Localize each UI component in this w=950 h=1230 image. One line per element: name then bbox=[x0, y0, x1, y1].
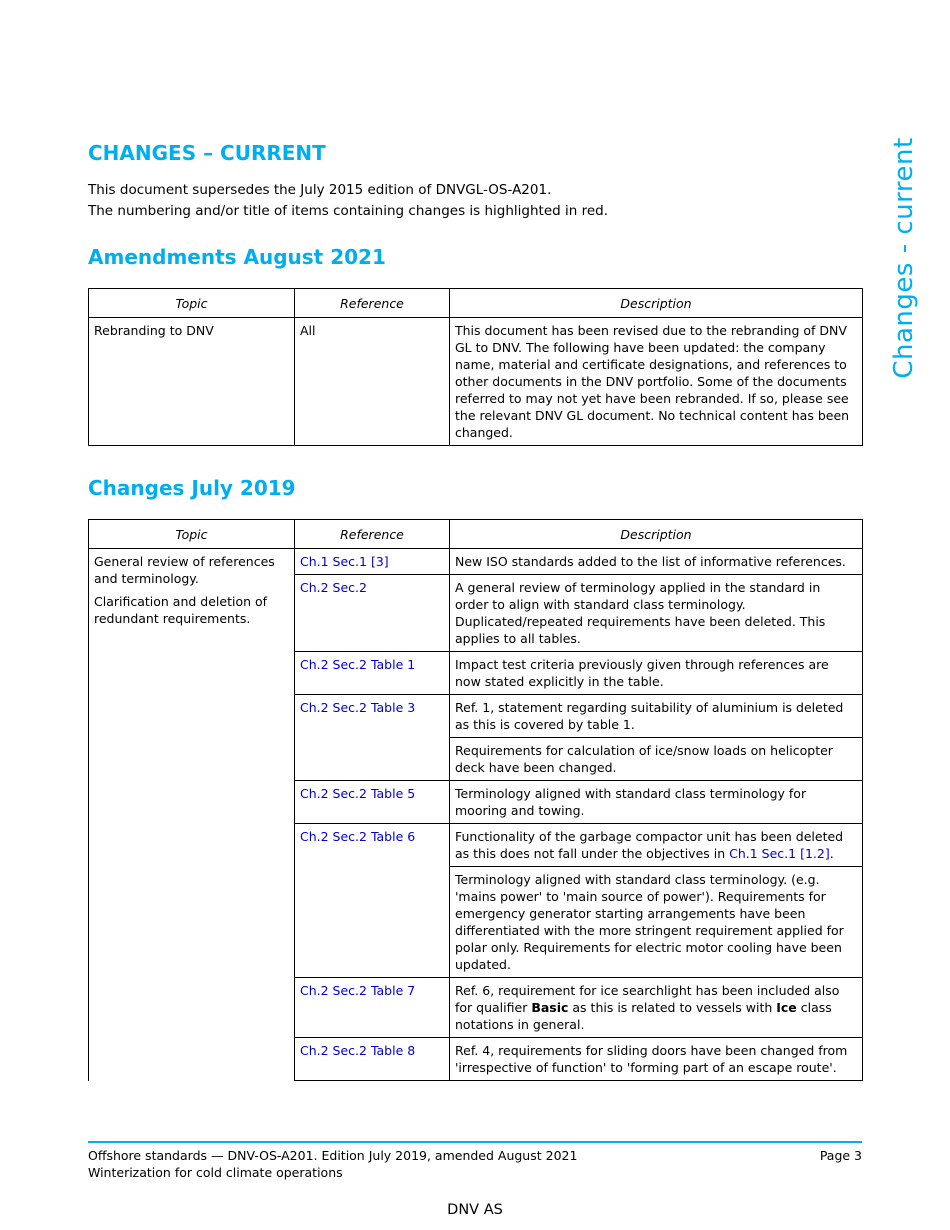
ref-table-3[interactable] bbox=[295, 695, 450, 781]
topic-line-2: Clarification and deletion of redundant requirements. bbox=[94, 594, 268, 626]
desc-text: . bbox=[829, 846, 834, 861]
inline-ref-link[interactable]: Ch.1 Sec.1 [1.2] bbox=[729, 846, 830, 861]
desc-text: Ref. 6, requirement for ice searchlight has been included also for qualifier bbox=[455, 983, 840, 1015]
ref-link[interactable]: Ch.2 Sec.2 Table 8 bbox=[300, 1043, 416, 1058]
qualifier-basic: Basic bbox=[531, 1000, 569, 1015]
notation-ice: Ice bbox=[776, 1000, 797, 1015]
desc-cell: Terminology aligned with standard class terminology for mooring and towing. bbox=[450, 781, 863, 824]
ref-link[interactable]: Ch.1 Sec.1 [3] bbox=[300, 554, 389, 569]
header-reference: Reference bbox=[295, 289, 450, 318]
footer-line-2: Winterization for cold climate operations bbox=[88, 1165, 343, 1180]
desc-cell bbox=[450, 978, 863, 1038]
page-title: CHANGES – CURRENT bbox=[88, 141, 326, 165]
amendments-table bbox=[88, 288, 863, 446]
ref-table-8[interactable] bbox=[295, 1038, 450, 1081]
desc-text: Functionality of the garbage compactor unit has been deleted as this does not fall under the objectives in bbox=[455, 829, 844, 861]
ref-link[interactable]: Ch.2 Sec.2 bbox=[300, 580, 367, 595]
ref-table-5[interactable] bbox=[295, 781, 450, 824]
desc-text: as this is related to vessels with bbox=[568, 1000, 777, 1015]
desc-cell: A general review of terminology applied in the standard in order to align with standard class terminology. Duplicated/repeated requirements have been deleted. This applies to all tables. bbox=[450, 575, 863, 652]
header-description: Description bbox=[450, 520, 863, 549]
table-row bbox=[89, 549, 863, 575]
header-reference: Reference bbox=[295, 520, 450, 549]
header-topic: Topic bbox=[89, 520, 295, 549]
desc-cell: Terminology aligned with standard class terminology. (e.g. 'mains power' to 'main source of power'). Requirements for emergency generator starting arrangements have been differentiated with the more stringent requirement applied for polar only. Requirements for electric motor cooling have been updated. bbox=[450, 867, 863, 978]
desc-cell bbox=[450, 824, 863, 867]
footer-line-1: Offshore standards — DNV-OS-A201. Edition July 2019, amended August 2021 bbox=[88, 1148, 578, 1163]
footer-text bbox=[88, 1147, 577, 1181]
desc-cell: Ref. 1, statement regarding suitability of aluminium is deleted as this is covered by table 1. bbox=[450, 695, 863, 738]
ref-table-6[interactable] bbox=[295, 824, 450, 978]
ref-table-1[interactable] bbox=[295, 652, 450, 695]
ref-link[interactable]: Ch.2 Sec.2 Table 7 bbox=[300, 983, 416, 998]
desc-cell: Impact test criteria previously given through references are now stated explicitly in the table. bbox=[450, 652, 863, 695]
changes-heading: Changes July 2019 bbox=[88, 476, 296, 500]
ref-link[interactable]: Ch.2 Sec.2 Table 5 bbox=[300, 786, 416, 801]
desc-cell: Requirements for calculation of ice/snow loads on helicopter deck have been changed. bbox=[450, 738, 863, 781]
desc-cell: Ref. 4, requirements for sliding doors have been changed from 'irrespective of function' to 'forming part of an escape route'. bbox=[450, 1038, 863, 1081]
topic-line-1: General review of references and terminology. bbox=[94, 554, 275, 586]
company-name: DNV AS bbox=[447, 1202, 503, 1218]
intro-text bbox=[88, 180, 608, 222]
header-topic: Topic bbox=[89, 289, 295, 318]
row-reference: All bbox=[295, 318, 450, 446]
header-description: Description bbox=[450, 289, 863, 318]
ref-table-7[interactable] bbox=[295, 978, 450, 1038]
desc-text: class notations in general. bbox=[455, 1000, 832, 1032]
intro-line-2: The numbering and/or title of items containing changes is highlighted in red. bbox=[88, 203, 609, 219]
table-header-row bbox=[89, 289, 863, 318]
ref-link[interactable]: Ch.2 Sec.2 Table 3 bbox=[300, 700, 416, 715]
ref-link[interactable]: Ch.2 Sec.2 Table 1 bbox=[300, 657, 416, 672]
ref-ch1-sec1-3[interactable] bbox=[295, 549, 450, 575]
amendments-heading: Amendments August 2021 bbox=[88, 245, 386, 269]
ref-ch2-sec2[interactable] bbox=[295, 575, 450, 652]
ref-link[interactable]: Ch.2 Sec.2 Table 6 bbox=[300, 829, 416, 844]
row-topic: Rebranding to DNV bbox=[89, 318, 295, 446]
topic-cell bbox=[89, 549, 295, 1081]
table-header-row bbox=[89, 520, 863, 549]
page-number: Page 3 bbox=[819, 1148, 862, 1163]
desc-cell: New ISO standards added to the list of informative references. bbox=[450, 549, 863, 575]
row-description: This document has been revised due to the rebranding of DNV GL to DNV. The following have been updated: the company name, material and certificate designations, and references to other documents in the DNV portfolio. Some of the documents referred to may not yet have been rebranded. If so, please see the relevant DNV GL document. No technical content has been changed. bbox=[450, 318, 863, 446]
intro-line-1: This document supersedes the July 2015 edition of DNVGL-OS-A201. bbox=[88, 182, 552, 198]
side-label: Changes - current bbox=[889, 137, 919, 379]
table-row bbox=[89, 318, 863, 446]
changes-table bbox=[88, 519, 863, 1081]
page-footer bbox=[88, 1141, 862, 1180]
